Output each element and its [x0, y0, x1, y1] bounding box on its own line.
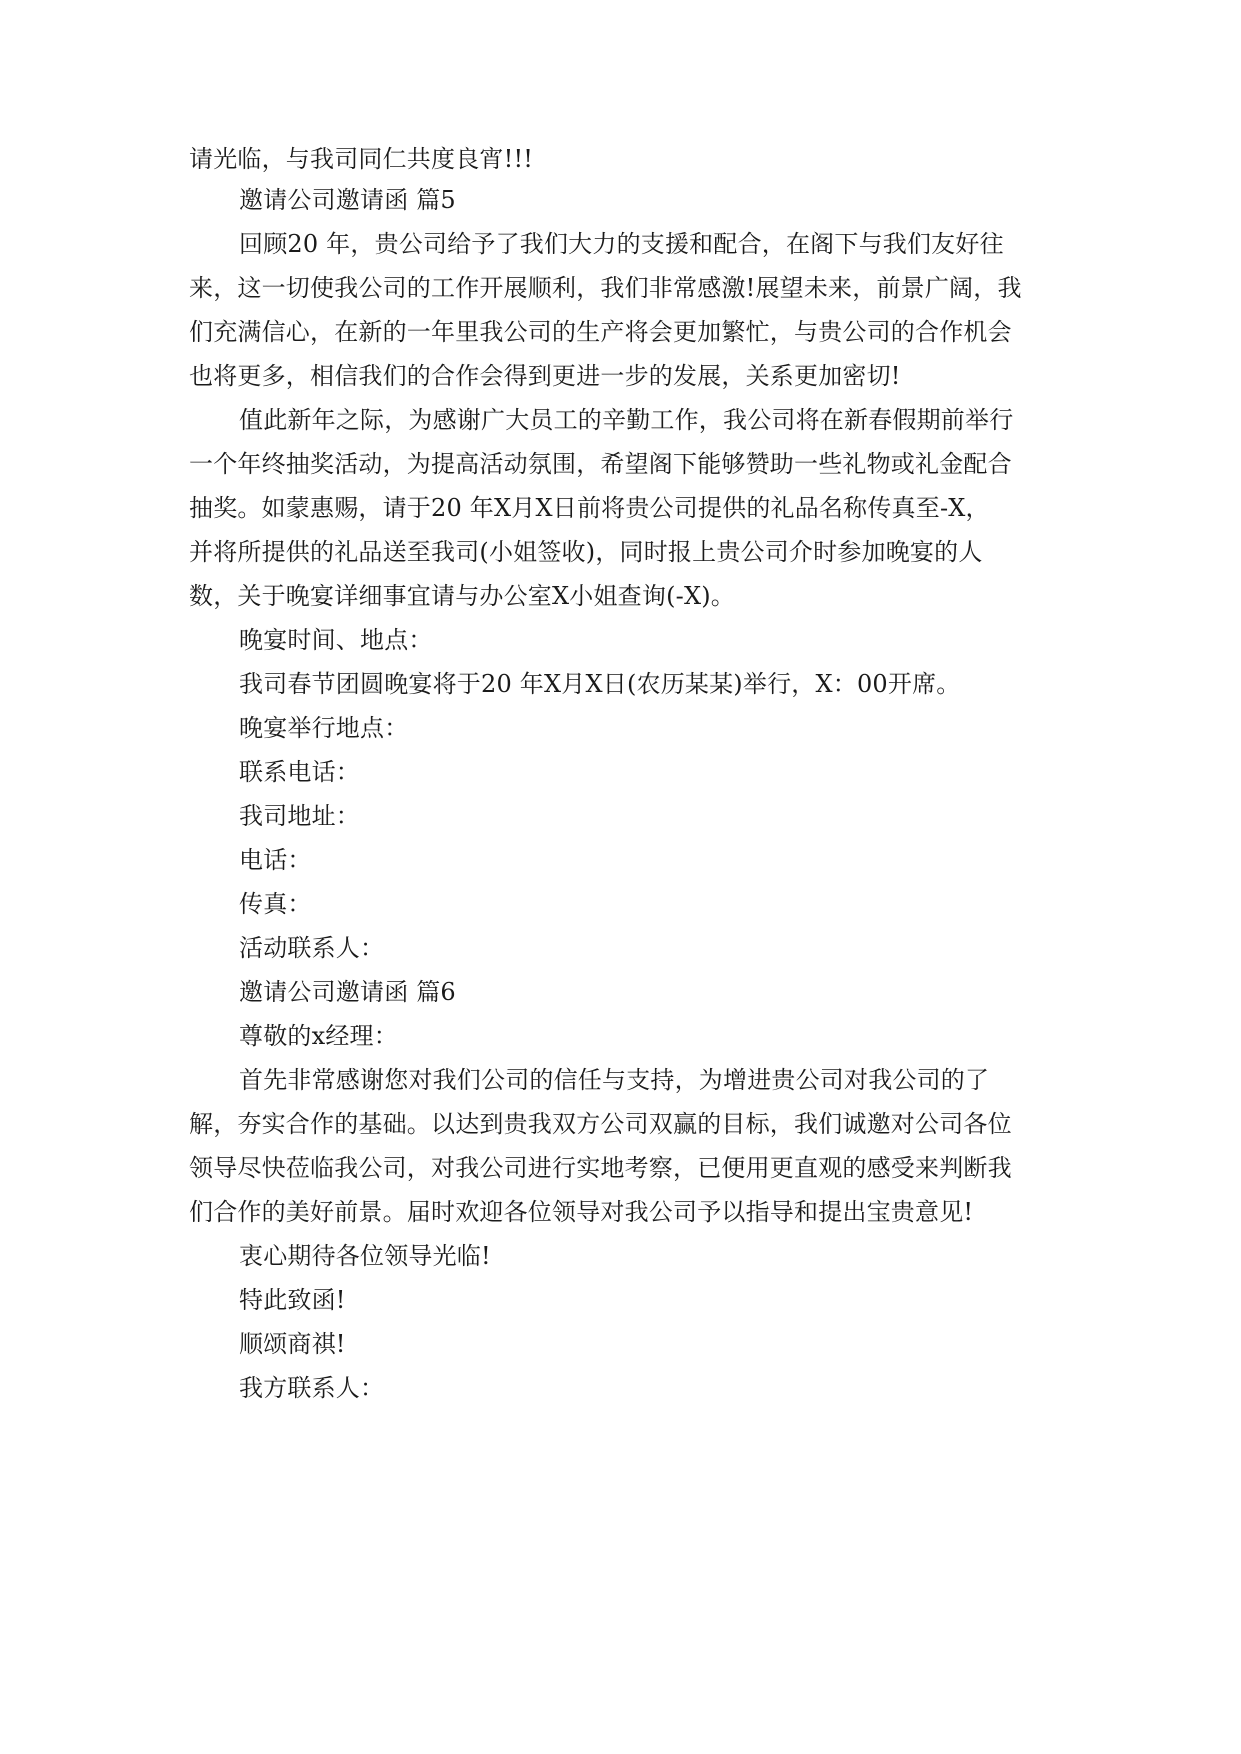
text-line: 传真： [239, 890, 312, 918]
text-line: 请光临，与我司同仁共度良宵!!! [189, 145, 534, 173]
text-line: 也将更多，相信我们的合作会得到更进一步的发展，关系更加密切! [189, 362, 901, 390]
salutation: 尊敬的x经理： [239, 1022, 398, 1050]
text-line: 顺颂商祺! [239, 1330, 346, 1358]
section-heading: 邀请公司邀请函 篇5 [239, 186, 456, 214]
text-line: 抽奖。如蒙惠赐，请于20 年X月X日前将贵公司提供的礼品名称传真至-X， [189, 494, 990, 522]
text-line: 值此新年之际，为感谢广大员工的辛勤工作，我公司将在新春假期前举行 [239, 406, 1014, 434]
text-line: 衷心期待各位领导光临! [239, 1242, 491, 1270]
text-line: 特此致函! [239, 1286, 346, 1314]
text-line: 电话： [239, 846, 312, 874]
text-line: 解，夯实合作的基础。以达到贵我双方公司双赢的目标，我们诚邀对公司各位 [189, 1110, 1012, 1138]
text-line: 并将所提供的礼品送至我司(小姐签收)，同时报上贵公司介时参加晚宴的人 [189, 538, 983, 566]
text-line: 来，这一切使我公司的工作开展顺利，我们非常感激!展望未来，前景广阔，我 [189, 274, 1022, 302]
text-line: 活动联系人： [239, 934, 385, 962]
text-line: 首先非常感谢您对我们公司的信任与支持，为增进贵公司对我公司的了 [239, 1066, 990, 1094]
text-line: 我方联系人： [239, 1374, 385, 1402]
text-line: 我司春节团圆晚宴将于20 年X月X日(农历某某)举行，X：00开席。 [239, 670, 961, 698]
text-line: 一个年终抽奖活动，为提高活动氛围，希望阁下能够赞助一些礼物或礼金配合 [189, 450, 1012, 478]
text-line: 领导尽快莅临我公司，对我公司进行实地考察，已便用更直观的感受来判断我 [189, 1154, 1012, 1182]
text-line: 们充满信心，在新的一年里我公司的生产将会更加繁忙，与贵公司的合作机会 [189, 318, 1012, 346]
text-line: 晚宴举行地点： [239, 714, 409, 742]
text-line: 们合作的美好前景。届时欢迎各位领导对我公司予以指导和提出宝贵意见! [189, 1198, 974, 1226]
text-line: 晚宴时间、地点： [239, 626, 433, 654]
section-heading: 邀请公司邀请函 篇6 [239, 978, 456, 1006]
text-line: 联系电话： [239, 758, 360, 786]
text-line: 回顾20 年，贵公司给予了我们大力的支援和配合，在阁下与我们友好往 [239, 230, 1004, 258]
text-line: 我司地址： [239, 802, 360, 830]
text-line: 数，关于晚宴详细事宜请与办公室X小姐查询(-X)。 [189, 582, 736, 610]
